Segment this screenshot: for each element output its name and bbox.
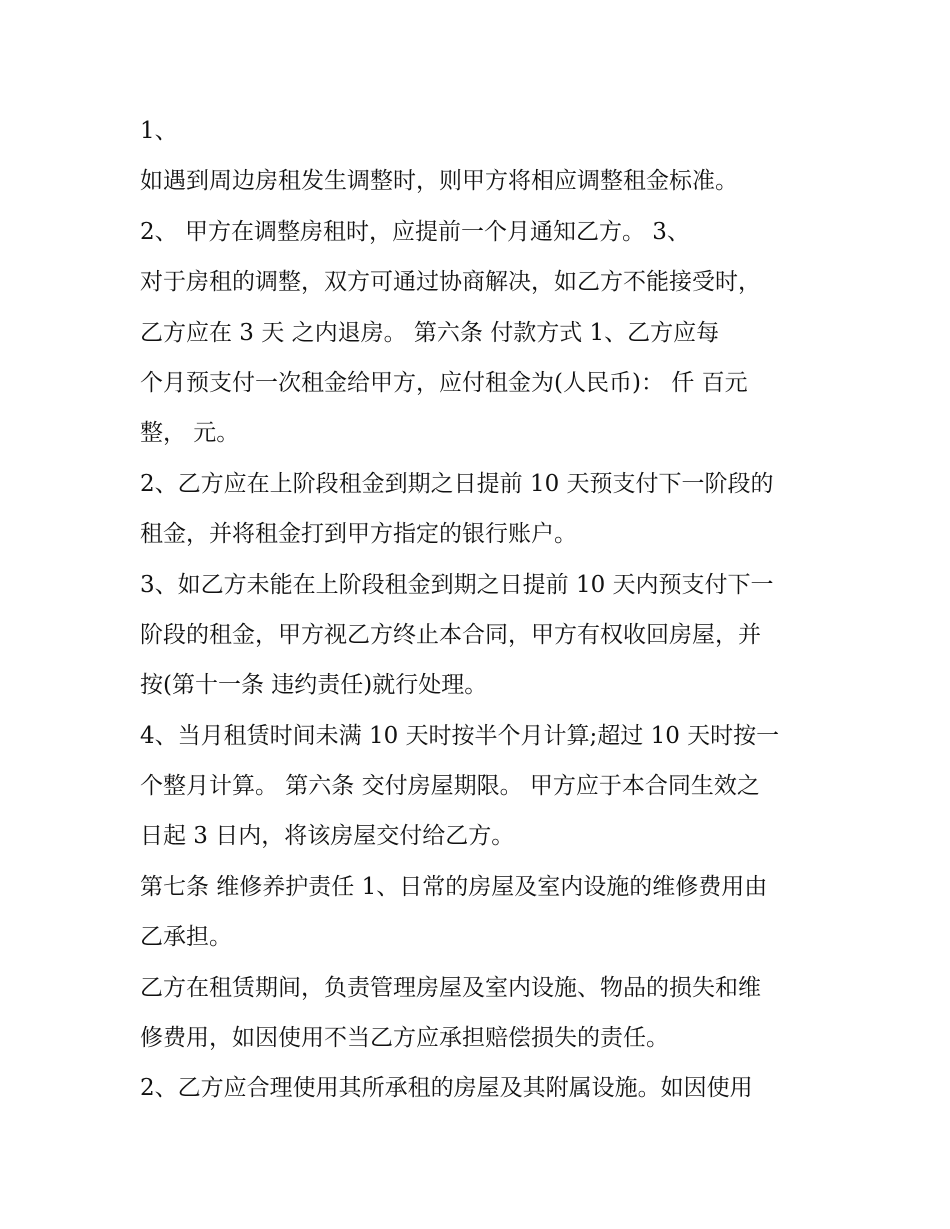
text-line: 2、 甲方在调整房租时，应提前一个月通知乙方。 3、 (140, 218, 690, 245)
text-line: 4、当月租赁时间未满 10 天时按半个月计算;超过 10 天时按一 (140, 722, 780, 749)
text-line: 如遇到周边房租发生调整时，则甲方将相应调整租金标准。 (140, 168, 738, 195)
text-line: 乙承担。 (140, 924, 232, 951)
text-line: 租金，并将租金打到甲方指定的银行账户。 (140, 521, 577, 548)
text-line: 个月预支付一次租金给甲方，应付租金为(人民币)： 仟 百元 (140, 369, 748, 396)
text-line: 对于房租的调整，双方可通过协商解决，如乙方不能接受时， (140, 269, 761, 296)
text-line: 阶段的租金，甲方视乙方终止本合同，甲方有权收回房屋，并 (140, 621, 761, 648)
text-line: 个整月计算。 第六条 交付房屋期限。 甲方应于本合同生效之 (140, 773, 760, 800)
text-line: 乙方应在 3 天 之内退房。 第六条 付款方式 1、乙方应每 (140, 319, 720, 346)
text-line: 第七条 维修养护责任 1、日常的房屋及室内设施的维修费用由 (140, 873, 768, 900)
text-line: 按(第十一条 违约责任)就行处理。 (140, 672, 488, 699)
text-line: 1、 (140, 118, 178, 144)
text-line: 日起 3 日内，将该房屋交付给乙方。 (140, 823, 515, 850)
document-body (140, 110, 820, 1118)
text-line: 修费用，如因使用不当乙方应承担赔偿损失的责任。 (140, 1025, 669, 1052)
text-line: 整， 元。 (140, 420, 240, 447)
text-line: 3、如乙方未能在上阶段租金到期之日提前 10 天内预支付下一 (140, 571, 774, 598)
text-line: 2、乙方应在上阶段租金到期之日提前 10 天预支付下一阶段的 (140, 470, 774, 497)
text-line: 乙方在租赁期间，负责管理房屋及室内设施、物品的损失和维 (140, 974, 761, 1001)
text-line: 2、乙方应合理使用其所承租的房屋及其附属设施。如因使用 (140, 1075, 753, 1102)
